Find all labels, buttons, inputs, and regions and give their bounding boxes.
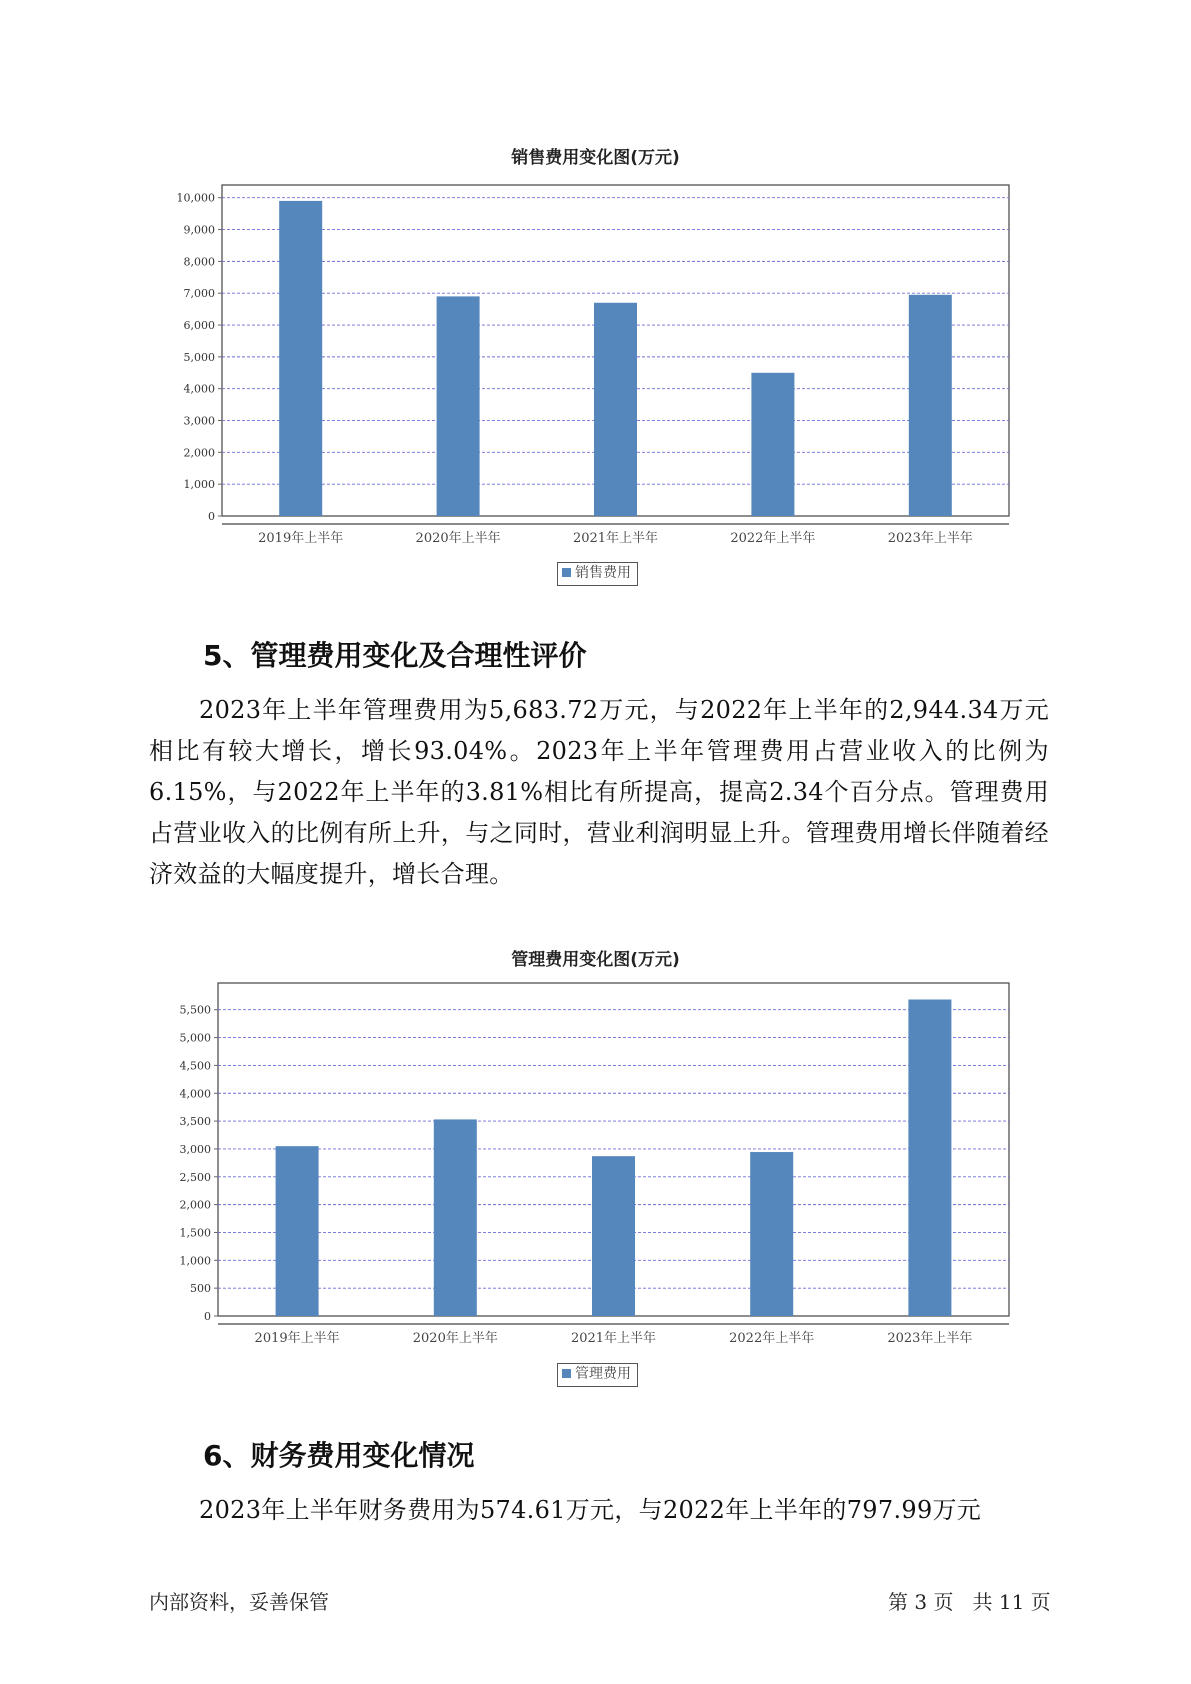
y-tick-label: 4,500 bbox=[179, 1059, 211, 1073]
y-tick-label: 2,500 bbox=[179, 1170, 211, 1184]
chart-legend-admin-expense bbox=[557, 1363, 638, 1387]
legend-label: 管理费用 bbox=[575, 1366, 631, 1382]
legend-swatch bbox=[562, 1369, 571, 1378]
bar bbox=[592, 1156, 635, 1316]
y-tick-label: 5,000 bbox=[179, 1031, 211, 1045]
y-tick-label: 3,500 bbox=[179, 1115, 211, 1129]
y-tick-label: 3,000 bbox=[179, 1142, 211, 1156]
y-tick-label: 3,000 bbox=[183, 414, 215, 428]
y-tick-label: 9,000 bbox=[183, 223, 215, 237]
y-tick-label: 1,000 bbox=[179, 1254, 211, 1268]
footer-page-number: 第 3 页 共 11 页 bbox=[888, 1590, 1051, 1614]
y-tick-label: 10,000 bbox=[176, 191, 215, 205]
x-tick-label: 2019年上半年 bbox=[258, 531, 344, 546]
y-tick-label: 1,000 bbox=[183, 478, 215, 492]
x-tick-label: 2022年上半年 bbox=[729, 1331, 815, 1346]
legend-label: 销售费用 bbox=[575, 565, 631, 581]
chart-title-admin-expense: 管理费用变化图(万元) bbox=[511, 950, 680, 970]
footer-confidential-note: 内部资料，妥善保管 bbox=[149, 1590, 329, 1614]
section-6-heading: 6、财务费用变化情况 bbox=[203, 1439, 475, 1472]
section-6-paragraph bbox=[149, 1490, 1049, 1531]
admin-expense-bar-chart bbox=[0, 960, 1191, 1360]
bar bbox=[276, 1146, 319, 1316]
bar bbox=[750, 1152, 793, 1316]
x-tick-label: 2020年上半年 bbox=[412, 1331, 498, 1346]
y-tick-label: 0 bbox=[204, 1310, 211, 1323]
x-tick-label: 2019年上半年 bbox=[254, 1331, 340, 1346]
y-tick-label: 4,000 bbox=[183, 382, 215, 396]
y-tick-label: 5,000 bbox=[183, 350, 215, 364]
y-tick-label: 2,000 bbox=[183, 446, 215, 460]
y-tick-label: 4,000 bbox=[179, 1087, 211, 1101]
legend-swatch bbox=[562, 568, 571, 577]
bar bbox=[434, 1119, 477, 1316]
chart-legend-sales-expense bbox=[557, 562, 638, 586]
bar bbox=[594, 303, 637, 516]
x-tick-label: 2021年上半年 bbox=[570, 1331, 657, 1346]
x-tick-label: 2020年上半年 bbox=[415, 531, 501, 546]
y-tick-label: 500 bbox=[190, 1282, 211, 1296]
bar bbox=[909, 295, 952, 516]
y-tick-label: 5,500 bbox=[179, 1003, 211, 1017]
y-tick-label: 1,500 bbox=[179, 1226, 211, 1240]
y-tick-label: 8,000 bbox=[183, 255, 215, 269]
x-tick-label: 2023年上半年 bbox=[887, 531, 973, 546]
chart-title-sales-expense: 销售费用变化图(万元) bbox=[511, 148, 680, 168]
bar bbox=[751, 373, 794, 516]
section-5-paragraph bbox=[149, 690, 1049, 895]
x-tick-label: 2023年上半年 bbox=[887, 1331, 973, 1346]
section-5-text: 2023年上半年管理费用为5,683.72万元，与2022年上半年的2,944.34万元相比有较大增长，增长93.04%。2023年上半年管理费用占营业收入的比例为6.15%，与2022年上半年的3.81%相比有所提高，提高2.34个百分点。管理费用占营业收入的比例有所上升，与之同时，营业利润明显上升。管理费用增长伴随着经济效益的大幅度提升，增长合理。 bbox=[149, 696, 1049, 888]
x-tick-label: 2022年上半年 bbox=[730, 531, 816, 546]
y-tick-label: 7,000 bbox=[183, 287, 215, 301]
section-6-text: 2023年上半年财务费用为574.61万元，与2022年上半年的797.99万元 bbox=[199, 1496, 982, 1524]
y-tick-label: 2,000 bbox=[179, 1198, 211, 1212]
y-tick-label: 0 bbox=[208, 510, 215, 523]
bar bbox=[908, 999, 951, 1316]
y-tick-label: 6,000 bbox=[183, 319, 215, 333]
sales-expense-bar-chart bbox=[0, 160, 1191, 560]
section-5-heading: 5、管理费用变化及合理性评价 bbox=[203, 639, 587, 672]
x-tick-label: 2021年上半年 bbox=[572, 531, 659, 546]
bar bbox=[437, 296, 480, 516]
bar bbox=[279, 201, 322, 516]
